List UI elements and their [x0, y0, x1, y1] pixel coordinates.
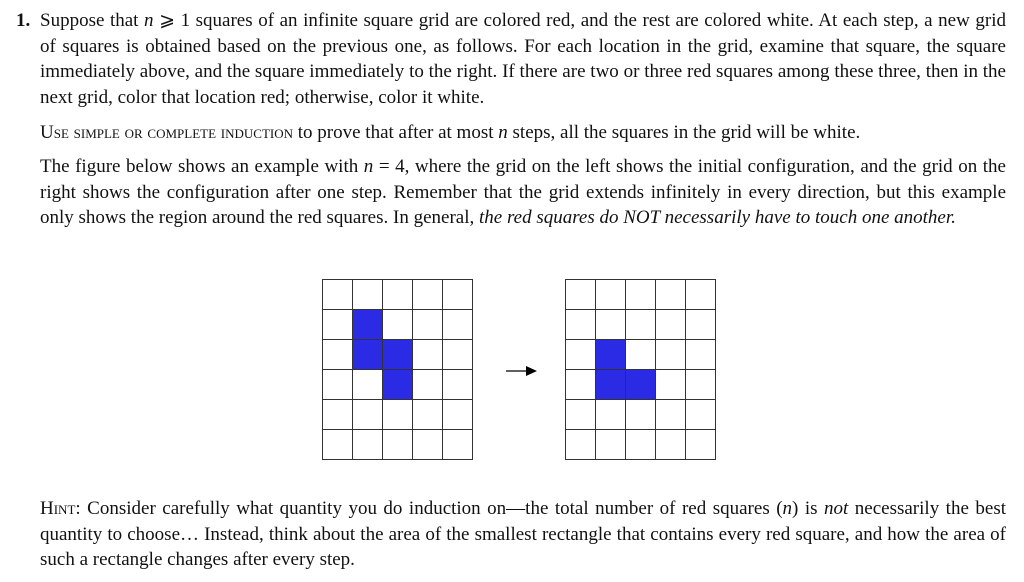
grid-cell [383, 430, 413, 460]
hint-text-1: Consider carefully what quantity you do induction on—the total number of red squares ( [80, 498, 783, 519]
next-step-grid [565, 279, 716, 460]
grid-cell [413, 310, 443, 340]
grid-cell [566, 370, 596, 400]
hint-emphasis: not [824, 498, 849, 519]
grid-cell [566, 340, 596, 370]
statement-text-2: ⩾ 1 squares of an infinite square grid are colored red, and the rest are colored white. At each step, a new grid of squares is obtained based on the previous one, as follows. For each location in the grid, examine that square, the square immediately above, and the square immediately to the right. If there are two or three red squares among these three, then in the next grid, color that location red; otherwise, color it white. [40, 10, 1006, 108]
grid-cell [413, 370, 443, 400]
hint [40, 496, 1006, 573]
grid-cell [656, 310, 686, 340]
grid-cell [566, 430, 596, 460]
hint-label: Hint: [40, 498, 81, 519]
grid-cell [323, 400, 353, 430]
variable-n: n [498, 122, 508, 143]
example-text-2: = 4, where the grid on the left shows the initial configuration, and the grid on the right shows the configuration after one step. Remember that the grid extends infinitely in every direction, but this example only shows the region around the red squares. In general, [40, 156, 1006, 228]
grid-cell [323, 340, 353, 370]
grid-cell [323, 430, 353, 460]
statement-text-1: Suppose that [40, 10, 145, 31]
grid-cell [656, 340, 686, 370]
problem-number: 1. [16, 10, 31, 31]
variable-n: n [363, 156, 374, 177]
initial-grid [322, 279, 473, 460]
grid-cell [626, 400, 656, 430]
grid-cell [566, 400, 596, 430]
grid-cell [656, 400, 686, 430]
grid-cell [443, 370, 473, 400]
grid-cell [383, 310, 413, 340]
grid-cell-red [626, 370, 656, 400]
grid-cell [353, 370, 383, 400]
grid-cell-red [353, 310, 383, 340]
grid-cell [686, 430, 716, 460]
induction-keyword: Use simple or complete induction [40, 122, 294, 143]
grid-cell [596, 280, 626, 310]
grid-cell-red [596, 370, 626, 400]
grid-cell [626, 280, 656, 310]
grid-cell [566, 280, 596, 310]
grid-cell [413, 280, 443, 310]
example-text-1: The figure below shows an example with [40, 156, 364, 177]
grid-cell [596, 430, 626, 460]
grid-cell [323, 280, 353, 310]
right-arrow-icon [506, 363, 538, 379]
problem-statement [40, 8, 1006, 110]
task-text-2: steps, all the squares in the grid will be white. [507, 122, 861, 143]
grid-cell [323, 310, 353, 340]
grid-cell [443, 430, 473, 460]
grid-cell [443, 340, 473, 370]
grid-cell [686, 280, 716, 310]
grid-cell-red [383, 340, 413, 370]
grid-cell [686, 370, 716, 400]
grid-cell [656, 430, 686, 460]
task-instruction [40, 120, 1006, 146]
grid-cell [383, 280, 413, 310]
grid-cell [626, 340, 656, 370]
grid-cell [443, 280, 473, 310]
example-description [40, 154, 1006, 231]
grid-cell [656, 370, 686, 400]
grid-cell [686, 310, 716, 340]
grid-cell [443, 400, 473, 430]
grid-cell [596, 310, 626, 340]
grid-cell-red [353, 340, 383, 370]
grid-cell [443, 310, 473, 340]
hint-text-3: necessarily the best quantity to choose… Instead, think about the area of the smallest rectangle that contains every red square, and how the area of such a rectangle changes after every step. [40, 498, 1006, 570]
grid-cell [596, 400, 626, 430]
grid-cell [353, 430, 383, 460]
grid-cell [626, 430, 656, 460]
grid-cell-red [596, 340, 626, 370]
grid-cell [323, 370, 353, 400]
emphasis-note: the red squares do NOT necessarily have to touch one another. [479, 207, 956, 228]
grid-cell [353, 280, 383, 310]
variable-n: n [144, 10, 154, 31]
grid-cell [686, 400, 716, 430]
grid-cell [413, 340, 443, 370]
grid-cell [413, 400, 443, 430]
grid-cell [686, 340, 716, 370]
grid-cell [626, 310, 656, 340]
grid-cell [383, 400, 413, 430]
grid-cell [413, 430, 443, 460]
variable-n: n [782, 498, 793, 519]
grid-cell [353, 400, 383, 430]
grid-cell [656, 280, 686, 310]
grid-cell-red [383, 370, 413, 400]
grid-cell [566, 310, 596, 340]
task-text-1: to prove that after at most [293, 122, 499, 143]
hint-text-2: ) is [792, 498, 825, 519]
